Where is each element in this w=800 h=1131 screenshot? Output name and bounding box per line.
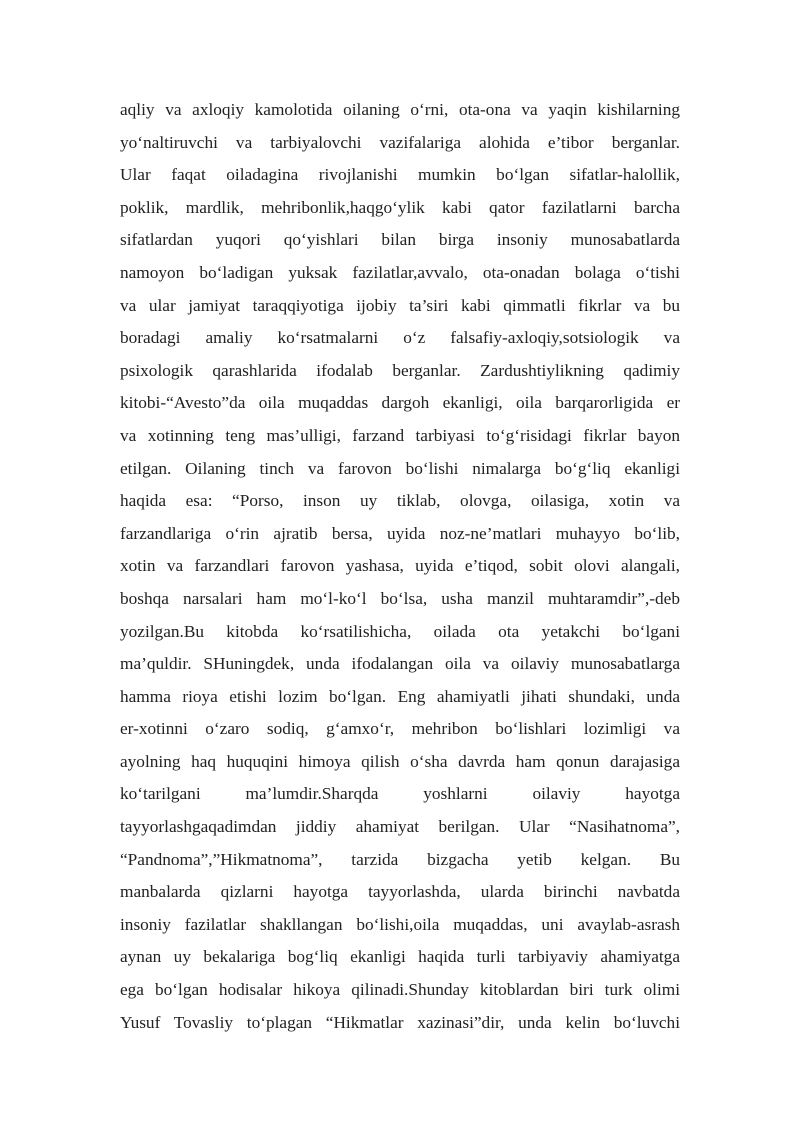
text-line: aynan uy bekalariga bog‘liq ekanligi haqida turli tarbiyaviy ahamiyatga (120, 947, 680, 967)
text-line: ma’quldir. SHuningdek, unda ifodalangan oila va oilaviy munosabatlarga (120, 654, 680, 674)
text-line: boshqa narsalari ham mo‘l-ko‘l bo‘lsa, usha manzil muhtaramdir”,-deb (120, 588, 680, 608)
text-line: va xotinning teng mas’ulligi, farzand tarbiyasi to‘g‘risidagi fikrlar bayon (120, 425, 680, 445)
text-line: aqliy va axloqiy kamolotida oilaning o‘rni, ota-ona va yaqin kishilarning (120, 100, 680, 119)
body-text (120, 94, 680, 1039)
text-line: namoyon bo‘ladigan yuksak fazilatlar,avvalo, ota-onadan bolaga o‘tishi (120, 262, 680, 282)
text-line: manbalarda qizlarni hayotga tayyorlashda, ularda birinchi navbatda (120, 882, 680, 902)
text-line: kitobi-“Avesto”da oila muqaddas dargoh ekanligi, oila barqarorligida er (120, 393, 680, 413)
text-line: sifatlardan yuqori qo‘yishlari bilan birga insoniy munosabatlarda (120, 230, 680, 250)
text-line: farzandlariga o‘rin ajratib bersa, uyida noz-ne’matlari muhayyo bo‘lib, (120, 523, 680, 543)
text-line: Yusuf Tovasliy to‘plagan “Hikmatlar xazinasi”dir, unda kelin bo‘luvchi (120, 1012, 680, 1032)
text-line: hamma rioya etishi lozim bo‘lgan. Eng ahamiyatli jihati shundaki, unda (120, 686, 680, 706)
text-line: “Pandnoma”,”Hikmatnoma”, tarzida bizgacha yetib kelgan. Bu (120, 849, 680, 869)
text-line: xotin va farzandlari farovon yashasa, uyida e’tiqod, sobit olovi alangali, (120, 556, 680, 576)
text-line: boradagi amaliy ko‘rsatmalarni o‘z falsafiy-axloqiy,sotsiologik va (120, 328, 680, 348)
text-line: etilgan. Oilaning tinch va farovon bo‘lishi nimalarga bo‘g‘liq ekanligi (120, 458, 680, 478)
text-line: va ular jamiyat taraqqiyotiga ijobiy ta’siri kabi qimmatli fikrlar va bu (120, 295, 680, 315)
text-line: ayolning haq huquqini himoya qilish o‘sha davrda ham qonun darajasiga (120, 751, 680, 771)
text-line: insoniy fazilatlar shakllangan bo‘lishi,oila muqaddas, uni avaylab-asrash (120, 914, 680, 934)
text-line: Ular faqat oiladagina rivojlanishi mumkin bo‘lgan sifatlar-halollik, (120, 165, 680, 185)
text-line: psixologik qarashlarida ifodalab berganlar. Zardushtiylikning qadimiy (120, 360, 680, 380)
text-line: yo‘naltiruvchi va tarbiyalovchi vazifalariga alohida e’tibor berganlar. (120, 132, 680, 152)
text-line: er-xotinni o‘zaro sodiq, g‘amxo‘r, mehribon bo‘lishlari lozimligi va (120, 719, 680, 739)
text-line: haqida esa: “Porso, inson uy tiklab, olovga, oilasiga, xotin va (120, 491, 680, 511)
text-line: yozilgan.Bu kitobda ko‘rsatilishicha, oilada ota yetakchi bo‘lgani (120, 621, 680, 641)
text-line: poklik, mardlik, mehribonlik,haqgo‘ylik kabi qator fazilatlarni barcha (120, 197, 680, 217)
text-line: ko‘tarilgani ma’lumdir.Sharqda yoshlarni oilaviy hayotga (120, 784, 680, 804)
text-line: tayyorlashgaqadimdan jiddiy ahamiyat berilgan. Ular “Nasihatnoma”, (120, 817, 680, 837)
text-line: ega bo‘lgan hodisalar hikoya qilinadi.Shunday kitoblardan biri turk olimi (120, 980, 680, 1000)
